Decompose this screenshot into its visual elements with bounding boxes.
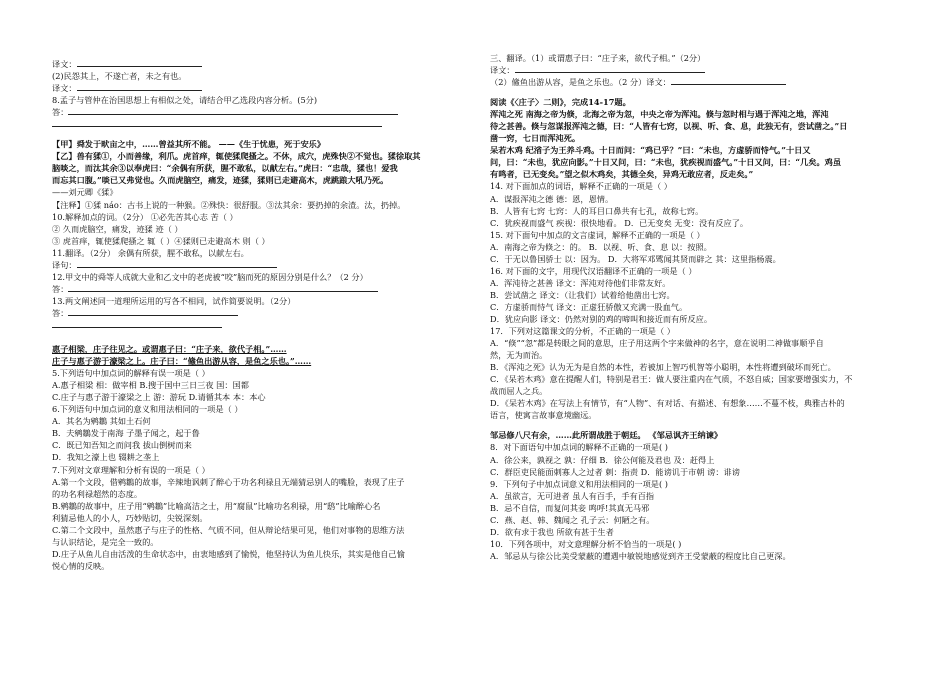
line-text: A．虽欲言，无可进者 虽人有百手，手有百指: [490, 490, 655, 501]
line-text: 译文：: [52, 59, 77, 69]
spacer: [490, 88, 910, 96]
line-text: B．人皆有七窍 七窍：人的耳目口鼻共有七孔，故称七窍。: [490, 205, 704, 216]
left-line: [52, 235, 472, 247]
line-text: 三、翻译。（1）或谓惠子曰：“庄子来，欲代子相。”（2分）: [490, 53, 706, 63]
line-text: B.鹓鶵的故事中，庄子用“鹓鶵”比喻高洁之士，用“腐鼠”比喻功名利禄，用“鸱”比喻醉心名: [52, 500, 381, 511]
left-line: [52, 464, 472, 476]
left-line: [52, 415, 472, 427]
right-line: [490, 253, 910, 265]
left-line: [52, 259, 472, 271]
line-text: 答：: [52, 107, 69, 118]
left-line: [52, 162, 472, 174]
line-text: ——刘元卿《猱》: [52, 187, 118, 198]
line-text: A．其名为鹓鶵 其如土石何: [52, 416, 151, 427]
answer-blank[interactable]: [77, 259, 277, 268]
line-text: C.庄子与惠子游于濠梁之上 游：游玩 D.请循其本 本：本心: [52, 392, 266, 403]
right-line: [490, 337, 910, 349]
left-line: [52, 271, 472, 283]
line-text: 答：: [52, 307, 69, 318]
line-text: 邹忌修八尺有余，……此所谓战胜于朝廷。 《邹忌讽齐王纳谏》: [490, 430, 723, 441]
right-line: [490, 325, 910, 337]
line-text: 语言，使寓言故事意境幽远。: [490, 410, 597, 421]
left-line: [52, 548, 472, 560]
line-text: A．徐公来，孰视之 孰：仔细 B．徐公何能及君也 及：赶得上: [490, 454, 715, 465]
line-text: 而忘其口腹。”啖已又弗觉也。久而虎脑空，痛发，迹猱，猱则已走避高木，虎跳踉大吼乃死。: [52, 175, 389, 186]
line-text: 问，曰：“未也，犹应向影。”十日又问，曰：“未也，犹疾视而盛气。”十日又问，曰：“几矣。鸡虽: [490, 157, 842, 168]
left-line: [52, 211, 472, 223]
right-line: [490, 64, 910, 76]
left-line: [52, 223, 472, 235]
line-text: B．《浑沌之死》认为无为是自然的本性，若被加上智巧机智等小聪明，本性将遭到破坏而死亡。: [490, 362, 836, 373]
left-line: [52, 295, 472, 307]
right-line: [490, 108, 910, 120]
right-line: [490, 96, 910, 108]
line-text: 11.翻译。（2分） 余偶有所获，腥不敢私，以献左右。: [52, 247, 249, 258]
right-line: [490, 514, 910, 526]
line-text: 译文：: [52, 83, 77, 94]
right-line: [490, 144, 910, 156]
line-text: 【乙】兽有猱①，小而善缘，利爪。虎首痒，辄使猱爬搔之。不休，成穴，虎殊快②不觉也。猱徐取其: [52, 151, 421, 162]
line-text: 的功名利禄超然的态度。: [52, 488, 143, 499]
line-text: A.第一个文段，借鹓鶵的故事，辛辣地讽刺了醉心于功名利禄且无端猜忌别人的嘴脸，表现了庄子: [52, 476, 405, 487]
line-text: 8.孟子与管仲在治国思想上有相似之处，请结合甲乙选段内容分析。(5分): [52, 95, 318, 106]
left-line: [52, 391, 472, 403]
line-text: ② 久而虎脑空，痛发，迹猱 迹（ ）: [52, 223, 183, 234]
left-line: [52, 355, 472, 367]
line-text: 有鸣者，已无变矣。”望之似木鸡矣，其德全矣，异鸡无敢应者，反走矣。”: [490, 169, 754, 180]
left-line: [52, 247, 472, 259]
left-line: [52, 58, 472, 70]
right-line: [490, 502, 910, 514]
line-text: 浑沌之死 南海之帝为倏，北海之帝为忽，中央之帝为浑沌。倏与忽时相与遇于浑沌之地，浑沌: [490, 109, 829, 120]
left-line: [52, 451, 472, 463]
right-line: [490, 120, 910, 132]
line-text: 15. 对下面句中加点的文言虚词，解释不正确的一项是（ ）: [490, 229, 705, 240]
line-text: 悦心情的反映。: [52, 560, 110, 571]
line-text: B．夫鹓鶵发于南海 子墨子闻之，起于鲁: [52, 428, 200, 439]
right-line: [490, 229, 910, 241]
line-text: 14. 对下面加点的词语，解释不正确的一项是（ ）: [490, 181, 672, 192]
line-text: A．“倏”“忽”都是转眼之间的意思，庄子用这两个字来做神的名字，意在说明二神做事顺乎自: [490, 338, 824, 349]
left-line: [52, 150, 472, 162]
line-text: C.第二个文段中，虽然惠子与庄子的性格、气质不同，但从辩论结果可见，他们对事物的思维方法: [52, 524, 405, 535]
answer-blank[interactable]: [77, 82, 202, 91]
left-line: [52, 500, 472, 512]
left-line: [52, 343, 472, 355]
line-text: 译文：: [490, 65, 515, 76]
left-line: [52, 367, 472, 379]
line-text: 答：: [52, 283, 69, 294]
line-text: 【甲】舜发于畎亩之中，……曾益其所不能。 ——《生于忧患，死于安乐》: [52, 139, 326, 150]
line-text: 12.甲文中的舜等人成就大业和乙文中的老虎被“咬”脑而死的原因分别是什么？（2 分）: [52, 271, 368, 282]
right-line: [490, 156, 910, 168]
right-line: [490, 466, 910, 478]
line-text: 庄子与惠子游于濠梁之上。庄子曰：“鯈鱼出游从容，是鱼之乐也。”……: [52, 356, 312, 367]
line-text: 然，无为而治。: [490, 350, 548, 361]
right-line: [490, 478, 910, 490]
left-column: [52, 58, 472, 572]
right-line: [490, 454, 910, 466]
left-line: [52, 70, 472, 82]
line-text: C．犹疾视而盛气 疾视：很快地看。 D．已无变矣 无变：没有反应了。: [490, 217, 749, 228]
line-text: 战而屈人之兵。: [490, 386, 548, 397]
left-line: [52, 118, 472, 130]
left-line: [52, 94, 472, 106]
line-text: D．犹应向影 译文：仍然对别的鸡的啼叫和接近而有所反应。: [490, 313, 713, 324]
line-text: D.庄子从鱼儿自由活泼的生命状态中，由衷地感到了愉悦，他坚持认为鱼儿快乐，其实是他自己愉: [52, 548, 405, 559]
line-text: C．于无以鲁国骄士 以：因为。 D．大将军邓骘闻其贤而辟之 其：这里指杨震。: [490, 253, 781, 264]
left-line: [52, 307, 472, 319]
right-line: [490, 193, 910, 205]
line-text: 16. 对下面的文字，用现代汉语翻译不正确的一项是（ ）: [490, 265, 697, 276]
line-text: 8．对下面语句中加点词的解释不正确的一项是( ): [490, 442, 668, 453]
right-line: [490, 429, 910, 441]
right-column: [490, 52, 910, 562]
line-text: 待之甚善。倏与忽谋报浑沌之德，曰：“人皆有七窍，以视、听、食、息，此独无有，尝试凿之。”日: [490, 121, 848, 132]
line-text: C．群臣吏民能面刺寡人之过者 刺：指责 D．能谤讥于市朝 谤：诽谤: [490, 466, 740, 477]
line-text: C．既已知吾知之而问我 拔山倒树而来: [52, 440, 192, 451]
line-text: 9．下列句子中加点词意义和用法相同的一项是( ): [490, 478, 668, 489]
right-line: [490, 313, 910, 325]
answer-blank[interactable]: [515, 64, 705, 73]
left-line: [52, 199, 472, 211]
line-text: 与认识结论，是完全一致的。: [52, 536, 159, 547]
answer-blank[interactable]: [68, 283, 378, 292]
spacer: [490, 421, 910, 429]
spacer: [52, 130, 472, 138]
line-text: 【注释】①猱 náo：古书上说的一种猴。②殊快：很舒服。③汰其余：要扔掉的余渣。汰，扔掉。: [52, 199, 406, 210]
line-text: 6.下列语句中加点词的意义和用法相同的一项是（ ）: [52, 404, 243, 415]
line-text: 17．下列对这篇课文的分析，不正确的一项是（ ）: [490, 326, 675, 337]
left-line: [52, 186, 472, 198]
answer-blank[interactable]: [68, 106, 398, 115]
line-text: B．忌不自信，而复问其妾 鸣呼!其真无马邪: [490, 502, 650, 513]
right-line: [490, 490, 910, 502]
line-text: C．《呆若木鸡》意在提醒人们，特别是君王：做人要注重内在气质，不怒自威；国家要增强实力，不: [490, 374, 853, 385]
line-text: C．方虚骄而恃气 译文：正虚狂骄傲又充满一股血气。: [490, 301, 688, 312]
line-text: 译句：: [52, 259, 77, 270]
left-line: [52, 319, 472, 331]
line-text: 惠子相梁，庄子往见之。或谓惠子曰：“庄子来，欲代子相。”……: [52, 344, 287, 355]
answer-blank[interactable]: [52, 118, 382, 127]
line-text: 5.下列语句中加点词的解释有误一项是（ ）: [52, 368, 210, 379]
line-text: 利猜忌他人的小人，巧妙贴切，尖锐深刻。: [52, 512, 208, 523]
left-line: [52, 403, 472, 415]
right-line: [490, 550, 910, 562]
right-line: [490, 241, 910, 253]
line-text: D．我知之濠上也 辍耕之垄上: [52, 452, 160, 463]
answer-blank[interactable]: [77, 58, 202, 67]
left-line: [52, 439, 472, 451]
right-line: [490, 397, 910, 409]
line-text: A.惠子相梁 相：做宰相 B.搜于国中三日三夜 国：国都: [52, 380, 249, 391]
left-line: [52, 560, 472, 572]
right-line: [490, 168, 910, 180]
answer-blank[interactable]: [671, 76, 786, 85]
right-line: [490, 373, 910, 385]
line-text: 10．下列各项中，对文意理解分析不恰当的一项是( ): [490, 538, 682, 549]
line-text: 脑啖之，而汰其余③以奉虎曰：“余偶有所获，腥不敢私，以献左右。”虎曰：“忠哉，猱也！爱我: [52, 163, 398, 174]
right-line: [490, 301, 910, 313]
right-line: [490, 76, 910, 88]
right-line: [490, 265, 910, 277]
line-text: 10.解释加点的词。（2分） ①必先苦其心志 苦（ ）: [52, 211, 238, 222]
left-line: [52, 476, 472, 488]
line-text: 7.下列对文章理解和分析有误的一项是（ ）: [52, 464, 210, 475]
right-line: [490, 205, 910, 217]
right-line: [490, 132, 910, 144]
right-line: [490, 180, 910, 192]
line-text: 呆若木鸡 纪渻子为王养斗鸡。十日而问：“鸡已乎？”曰：“未也，方虚骄而恃气。”十日又: [490, 145, 811, 156]
left-line: [52, 379, 472, 391]
right-line: [490, 289, 910, 301]
line-text: D．《呆若木鸡》在写法上有情节，有“人物”、有对话、有描述、有想象……不蔓不枝，典雅古朴的: [490, 398, 845, 409]
left-line: [52, 174, 472, 186]
right-line: [490, 385, 910, 397]
line-text: (2)民怨其上，不遂亡者，未之有也。: [52, 71, 187, 82]
line-text: ③ 虎首痒，辄使猱爬搔之 辄（ ）④猱则已走避高木 则（ ）: [52, 235, 270, 246]
right-line: [490, 52, 910, 64]
left-line: [52, 536, 472, 548]
line-text: 凿一窍，七日而浑沌死。: [490, 133, 581, 144]
spacer: [52, 331, 472, 343]
line-text: 13.两文阐述同一道理所运用的写各不相同，试作简要说明。（2分）: [52, 295, 296, 306]
right-line: [490, 409, 910, 421]
left-line: [52, 138, 472, 150]
left-line: [52, 427, 472, 439]
left-line: [52, 524, 472, 536]
right-line: [490, 361, 910, 373]
right-line: [490, 441, 910, 453]
right-line: [490, 349, 910, 361]
line-text: D．欲有求于我也 所欲有甚于生者: [490, 526, 614, 537]
line-text: B．尝试凿之 译文：（让我们）试着给他凿出七窍。: [490, 289, 675, 300]
left-line: [52, 106, 472, 118]
answer-blank[interactable]: [68, 307, 238, 316]
line-text: A．南海之帝为倏之：的。 B．以视、听、食、息 以：按照。: [490, 241, 712, 252]
line-text: A．谋报浑沌之德 德：恩，恩情。: [490, 193, 614, 204]
right-line: [490, 526, 910, 538]
answer-blank[interactable]: [52, 319, 222, 328]
line-text: 阅读《〈庄子〉二则》，完成14-17题。: [490, 97, 631, 108]
left-line: [52, 488, 472, 500]
left-line: [52, 82, 472, 94]
left-line: [52, 283, 472, 295]
line-text: A．浑沌待之甚善 译文：浑沌对待他们非常友好。: [490, 277, 671, 288]
left-line: [52, 512, 472, 524]
right-line: [490, 217, 910, 229]
line-text: （2）鯈鱼出游从容，是鱼之乐也。（2 分）译文：: [490, 77, 671, 88]
line-text: C．燕、赵、韩、魏闻之 孔子云：何陋之有。: [490, 514, 655, 525]
right-line: [490, 277, 910, 289]
right-line: [490, 538, 910, 550]
line-text: A．邹忌从与徐公比美受蒙蔽的遭遇中敏锐地感觉到齐王受蒙蔽的程度比自己更深。: [490, 550, 791, 561]
